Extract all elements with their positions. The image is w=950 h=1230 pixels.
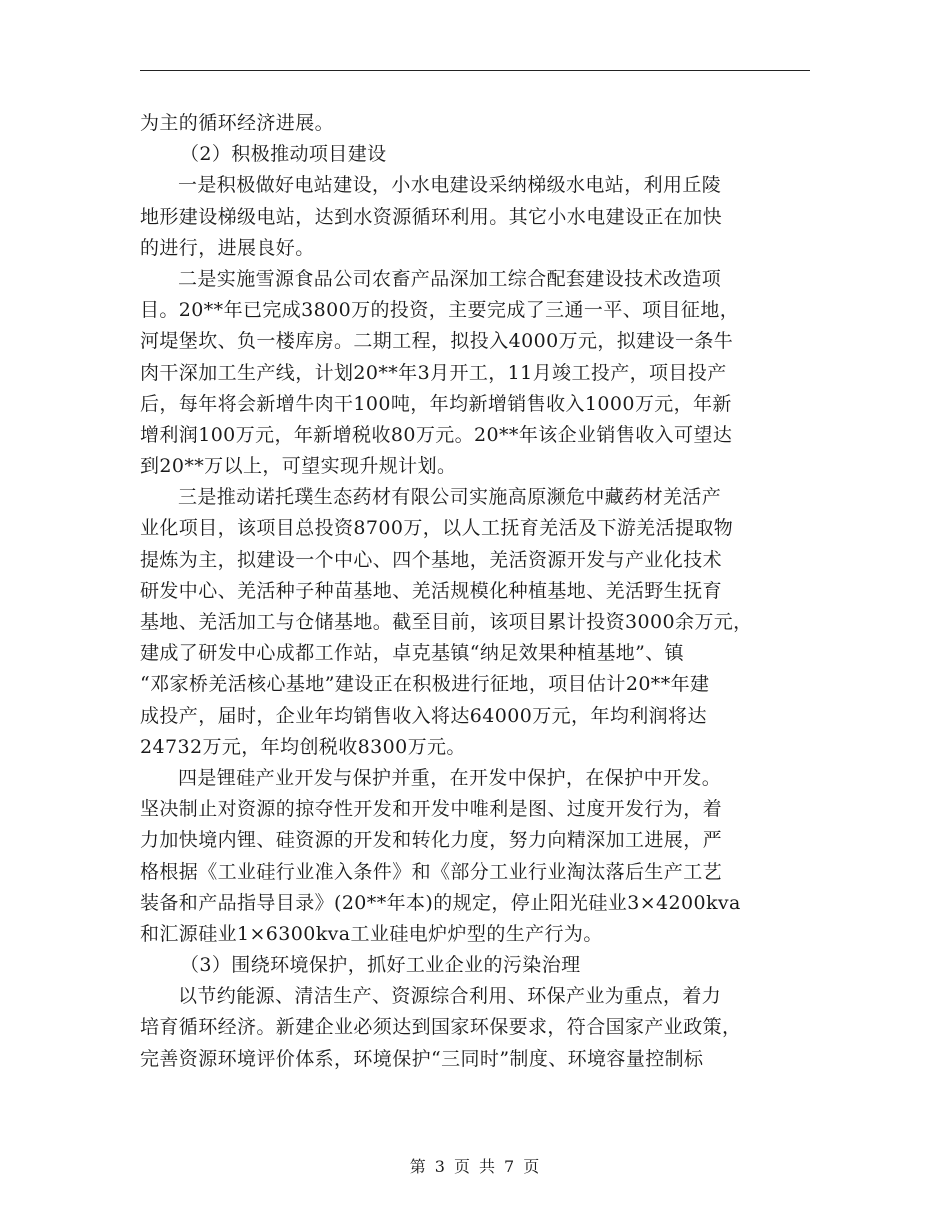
text-line: 24732万元，年均创税收8300万元。 [140, 735, 466, 758]
text-line: 建成了研发中心成都工作站，卓克基镇“纳足效果种植基地”、镇 [140, 642, 685, 665]
text-line: 地形建设梯级电站，达到水资源循环利用。其它小水电建设正在加快 [140, 205, 723, 228]
footer-page-number: 3 [434, 1157, 446, 1176]
text-line: 增利润100万元，年新增税收80万元。20**年该企业销售收入可望达 [140, 423, 733, 446]
text-line: 以节约能源、清洁生产、资源综合利用、环保产业为重点，着力 [178, 985, 722, 1008]
footer-of-word: 共 [479, 1157, 497, 1176]
text-line: 到20**万以上，可望实现升规计划。 [140, 455, 457, 478]
footer-page-word: 页 [453, 1157, 471, 1176]
text-line: “邓家桥羌活核心基地”建设正在积极进行征地，项目估计20**年建 [140, 673, 710, 696]
text-line: 装备和产品指导目录》(20**年本)的规定，停止阳光硅业3×4200kva [140, 891, 741, 914]
text-line: 一是积极做好电站建设，小水电建设采纳梯级水电站，利用丘陵 [178, 174, 722, 197]
text-line: 成投产，届时，企业年均销售收入将达64000万元，年均利润将达 [140, 704, 707, 727]
text-line: 三是推动诺托璞生态药材有限公司实施高原濒危中藏药材羌活产 [178, 486, 722, 509]
text-line: 二是实施雪源食品公司农畜产品深加工综合配套建设技术改造项 [178, 267, 722, 290]
text-line: 完善资源环境评价体系，环境保护“三同时”制度、环境容量控制标 [140, 1047, 704, 1070]
text-line: 提炼为主，拟建设一个中心、四个基地，羌活资源开发与产业化技术 [140, 548, 723, 571]
page-footer [0, 1154, 950, 1177]
text-line: 肉干深加工生产线，计划20**年3月开工，11月竣工投产，项目投产 [140, 361, 727, 384]
footer-total-pages: 7 [504, 1157, 516, 1176]
text-line: 格根据《工业硅行业准入条件》和《部分工业行业淘汰落后生产工艺 [140, 860, 723, 883]
text-line: 培育循环经济。新建企业必须达到国家环保要求，符合国家产业政策， [140, 1016, 742, 1039]
text-line: 四是锂硅产业开发与保护并重，在开发中保护，在保护中开发。 [178, 766, 722, 789]
text-line: 坚决制止对资源的掠夺性开发和开发中唯利是图、过度开发行为，着 [140, 798, 723, 821]
footer-suffix: 页 [523, 1157, 541, 1176]
section-heading: （2）积极推动项目建设 [180, 143, 387, 166]
section-heading: （3）围绕环境保护，抓好工业企业的污染治理 [180, 954, 581, 977]
document-body [140, 108, 810, 1075]
text-line: 的进行，进展良好。 [140, 236, 315, 259]
text-line: 业化项目，该项目总投资8700万，以人工抚育羌活及下游羌活提取物 [140, 517, 734, 540]
header-rule [140, 70, 810, 71]
text-line: 为主的循环经济进展。 [140, 112, 335, 134]
text-line: 后，每年将会新增牛肉干100吨，年均新增销售收入1000万元，年新 [140, 392, 732, 415]
text-line: 和汇源硅业1×6300kva工业硅电炉炉型的生产行为。 [140, 922, 603, 945]
text-line: 研发中心、羌活种子种苗基地、羌活规模化种植基地、羌活野生抚育 [140, 579, 723, 602]
text-line: 河堤堡坎、负一楼库房。二期工程，拟投入4000万元，拟建设一条牛 [140, 330, 734, 353]
footer-prefix: 第 [409, 1157, 427, 1176]
text-line: 基地、羌活加工与仓储基地。截至目前，该项目累计投资3000余万元， [140, 611, 753, 633]
text-line: 目。20**年已完成3800万的投资，主要完成了三通一平、项目征地， [140, 299, 740, 322]
text-line: 力加快境内锂、硅资源的开发和转化力度，努力向精深加工进展，严 [140, 829, 723, 852]
